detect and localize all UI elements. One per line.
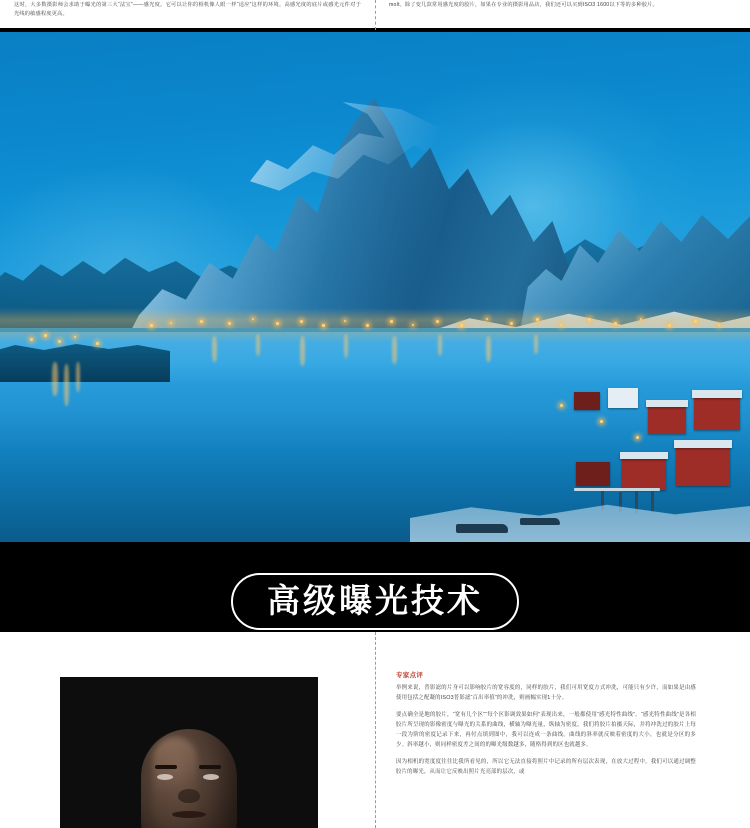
vertical-dashed-divider-bottom xyxy=(375,632,376,828)
town-lamp xyxy=(668,324,671,327)
hero-section xyxy=(0,28,750,632)
light-reflection xyxy=(392,336,397,364)
vertical-dashed-divider-top xyxy=(375,0,376,30)
town-lamp xyxy=(366,324,369,327)
town-lamp xyxy=(252,318,254,320)
nordic-winter-village-photograph xyxy=(0,32,750,542)
town-lamp xyxy=(510,322,513,325)
foreground-snow xyxy=(410,482,750,542)
moored-boat xyxy=(456,524,508,533)
house-roof xyxy=(692,390,742,398)
town-lamp xyxy=(460,324,463,327)
portrait-photograph xyxy=(60,677,318,828)
light-reflection xyxy=(438,334,442,356)
light-reflection xyxy=(256,334,260,356)
white-house xyxy=(608,388,638,408)
red-house xyxy=(648,406,686,434)
light-reflection xyxy=(486,336,491,362)
town-lamp xyxy=(300,320,303,323)
town-lamp xyxy=(322,324,325,327)
town-lamp xyxy=(412,324,414,326)
town-lamp xyxy=(228,322,231,325)
expert-paragraph-3: 因为相机的宽度度往往比我所看见的，所以它无法直接将照片中记录的所有层次表现，在放大过程中，我们可以通过调整胶片的曝光，从而让它反映出照片光亮部的层次，或 xyxy=(396,759,696,775)
portrait-brow-right xyxy=(199,765,221,769)
red-house xyxy=(622,458,666,490)
dark-house xyxy=(574,392,600,410)
town-lamp xyxy=(96,342,99,345)
portrait-brow-left xyxy=(155,765,177,769)
light-reflection xyxy=(76,362,80,392)
red-house xyxy=(694,396,740,430)
house-roof xyxy=(674,440,732,448)
house-roof xyxy=(646,400,688,407)
top-right-paragraph: molt。除了变几款常用感光度的胶片，如果在专业的摄影用品店，我们还可以买到ISO3 1600以下等的多种胶片。 xyxy=(389,2,658,8)
dock-plank xyxy=(574,488,660,491)
town-lamp xyxy=(30,338,33,341)
town-lamp xyxy=(58,340,61,343)
portrait-mouth xyxy=(172,811,206,818)
town-lamp xyxy=(200,320,203,323)
light-reflection xyxy=(534,334,538,354)
light-reflection xyxy=(212,336,217,362)
town-lamp xyxy=(74,336,76,338)
town-lamp xyxy=(436,320,439,323)
light-reflection xyxy=(52,362,58,396)
moored-boat xyxy=(520,518,560,525)
town-lamp xyxy=(276,322,279,325)
town-lamp xyxy=(390,320,393,323)
town-lamp xyxy=(694,320,697,323)
town-light-band xyxy=(0,308,750,342)
town-lamp xyxy=(614,322,617,325)
top-column-left xyxy=(0,0,375,28)
house-roof xyxy=(620,452,668,459)
dark-house xyxy=(576,462,610,486)
red-house xyxy=(676,446,730,486)
town-lamp xyxy=(344,320,346,322)
town-lamp xyxy=(718,324,720,326)
pier-post xyxy=(651,490,654,512)
expert-paragraph-2: 要点确全是地的胶片，“宽有几个区”“每个区影调效果如何”表现出来，一般都使用“感光特性曲线”。“感光特性曲线”是各相胶片所呈现的影像密度与曝光的关系的曲线，横轴为曝光量，纵轴为密度，我们将胶片拍摄天际，并将冲洗过的胶片上每一段为阶的密度记录下来，再付点填到图中，我可以连成一条曲线。曲线的斜率就反映着密度的大小，也就是分区的多少。斜率越小，则同样密度差之间的的曝光级数越多，随格得到的区也就越多。 xyxy=(396,712,696,748)
light-reflection xyxy=(344,334,348,358)
town-lamp xyxy=(560,324,562,326)
village-cluster xyxy=(420,362,750,542)
light-reflection xyxy=(64,364,69,406)
town-lamp xyxy=(588,318,591,321)
light-reflection xyxy=(300,336,305,366)
title-banner xyxy=(0,542,750,632)
town-lamp xyxy=(150,324,153,327)
portrait-eye-left xyxy=(157,774,173,780)
top-left-paragraph: 这时，大多数摄影师会求助于曝光的第三大“法宝”——感光度。它可以让你的相机像人眼一样“适应”这样的环境。高感光度的底片或感光元件对于光线的敏感程度更高。 xyxy=(14,2,361,18)
banner-title: 高级曝光技术 xyxy=(231,573,519,630)
expert-commentary-heading: 专家点评 xyxy=(396,672,424,679)
top-column-right xyxy=(375,0,750,28)
town-lamp xyxy=(486,318,488,320)
town-lamp xyxy=(170,322,172,324)
expert-paragraph-1: 举例来说，普影滤的片身可以影响胶片的宽容度的，同样的胶片，我们可用宽度方式冲洗，可能只有少许，而如果是由感使用包括之配凝的ISO3普影滤“百出率值”的冲洗，则画幅实现1十分。 xyxy=(396,685,696,701)
portrait-eye-right xyxy=(203,774,219,780)
town-lamp xyxy=(44,334,47,337)
town-lamp xyxy=(536,318,539,321)
portrait-nose xyxy=(178,789,200,803)
expert-commentary-column xyxy=(396,670,696,784)
town-lamp xyxy=(640,318,642,320)
